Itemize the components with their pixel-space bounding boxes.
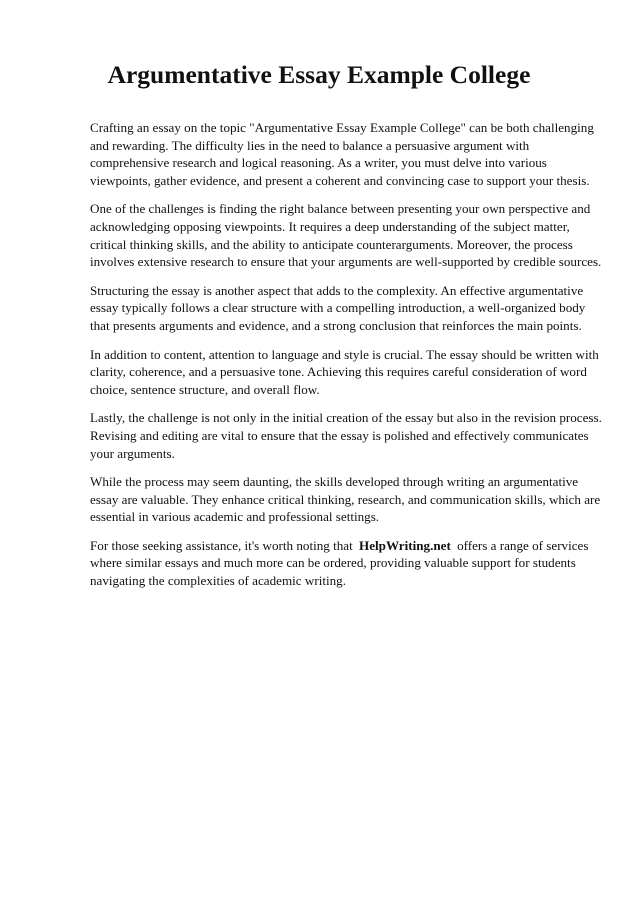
paragraph-6: While the process may seem daunting, the skills developed through writing an argumentative essay are valuable. They enhance critical thinking, research, and communication skills, which are essential in various academic and professional settings. [90, 474, 601, 525]
paragraph-7 [90, 537, 602, 590]
paragraph-7-tail: offers a range of services where similar essays and much more can be ordered, providing valuable support for students navigating the complexities of academic writing. [90, 537, 589, 589]
helpwriting-link[interactable]: HelpWriting.net [359, 537, 451, 553]
paragraph-4: In addition to content, attention to language and style is crucial. The essay should be written with clarity, coherence, and a persuasive tone. Achieving this requires careful consideration of word choice, sentence structure, and overall flow. [90, 346, 599, 397]
paragraph-1: Crafting an essay on the topic "Argumentative Essay Example College" can be both challenging and rewarding. The difficulty lies in the need to balance a persuasive argument with comprehensive research and logical reasoning. As a writer, you must delve into various viewpoints, gather evidence, and present a coherent and convincing case to support your thesis. [90, 120, 594, 188]
page-title: Argumentative Essay Example College [107, 60, 531, 89]
paragraph-5: Lastly, the challenge is not only in the initial creation of the essay but also in the revision process. Revising and editing are vital to ensure that the essay is polished and effectively communicates your arguments. [90, 410, 602, 461]
essay-body [90, 119, 602, 601]
paragraph-3: Structuring the essay is another aspect that adds to the complexity. An effective argumentative essay typically follows a clear structure with a compelling introduction, a well-organized body that presents arguments and evidence, and a strong conclusion that reinforces the main points. [90, 282, 586, 333]
paragraph-2: One of the challenges is finding the right balance between presenting your own perspective and acknowledging opposing viewpoints. It requires a deep understanding of the subject matter, critical thinking skills, and the ability to anticipate counterarguments. Moreover, the process involves extensive research to ensure that your arguments are well-supported by credible sources. [90, 201, 602, 270]
paragraph-7-lead: For those seeking assistance, it's worth noting that [90, 537, 353, 553]
